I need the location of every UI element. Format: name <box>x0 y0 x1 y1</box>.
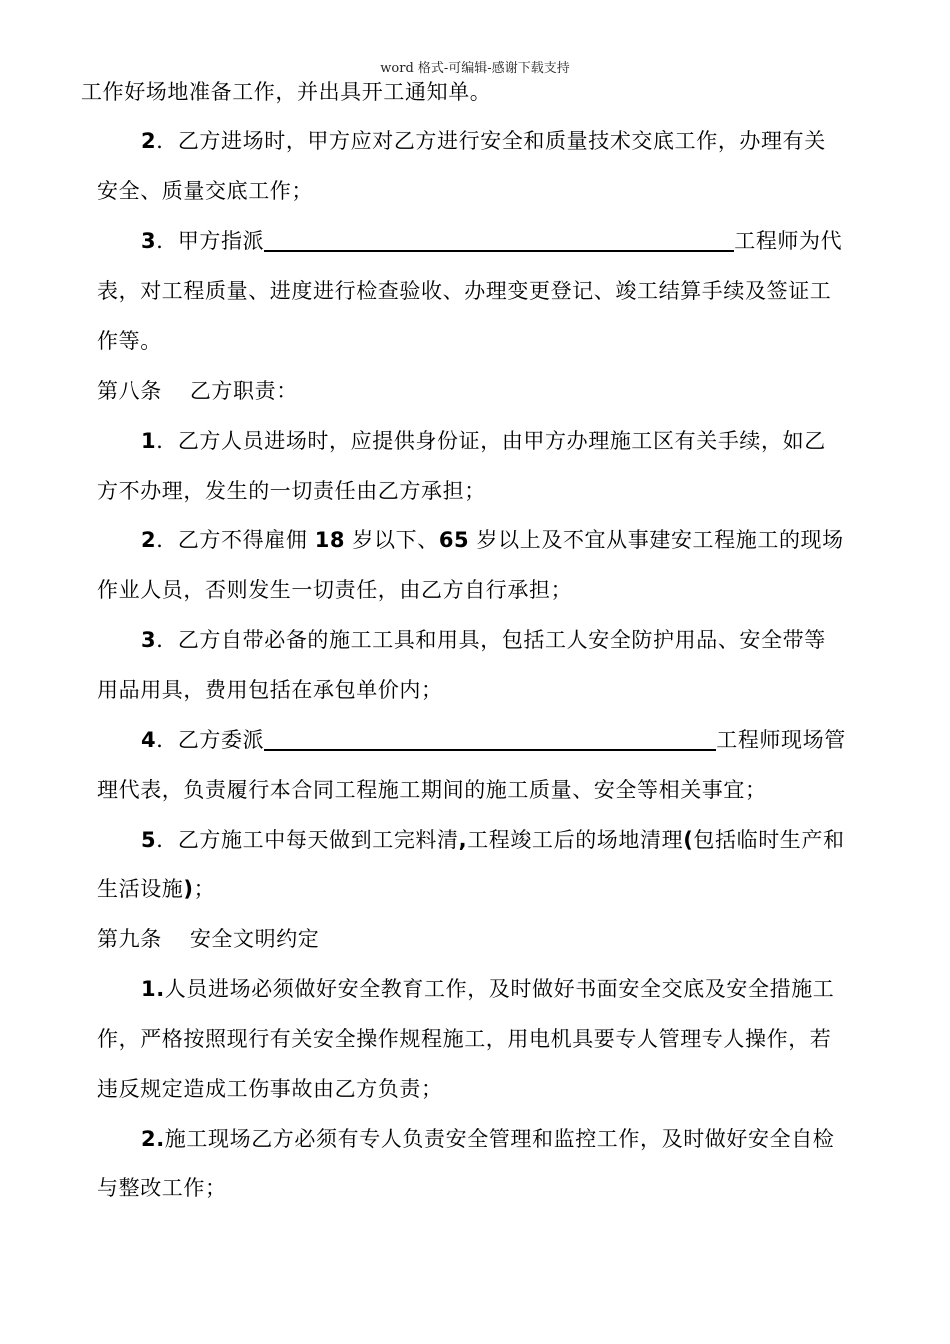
text: ．乙方自带必备的施工工具和用具，包括工人安全防护用品、安全带等 <box>156 628 826 652</box>
paragraph-line <box>97 177 313 205</box>
text: 工作好场地准备工作，并出具开工通知单。 <box>81 80 492 104</box>
text: 岁以下、 <box>352 528 439 552</box>
item-number: 1 <box>141 429 157 453</box>
paragraph-line <box>97 327 162 355</box>
paragraph-line <box>141 626 826 654</box>
punctuation: ) <box>183 877 194 901</box>
text: 人员进场必须做好安全教育工作，及时做好书面安全交底及安全措施工 <box>164 977 835 1001</box>
punctuation: , <box>458 828 468 852</box>
article-title: 安全文明约定 <box>189 927 320 951</box>
article-heading <box>97 925 319 953</box>
paragraph-line <box>97 277 831 305</box>
text: 施工现场乙方必须有专人负责安全管理和监控工作，及时做好安全自检 <box>164 1127 835 1151</box>
text: 作等。 <box>97 329 162 353</box>
text: ．乙方进场时，甲方应对乙方进行安全和质量技术交底工作，办理有关 <box>156 129 826 153</box>
item-number: 5 <box>141 828 157 852</box>
text: 作业人员，否则发生一切责任，由乙方自行承担； <box>97 578 573 602</box>
paragraph-line <box>141 427 826 455</box>
article-number: 第八条 <box>97 379 162 403</box>
text: 作，严格按照现行有关安全操作规程施工，用电机具要专人管理专人操作，若 <box>97 1027 832 1051</box>
paragraph-line <box>141 726 846 754</box>
age-value: 65 <box>438 528 470 552</box>
text: 表，对工程质量、进度进行检查验收、办理变更登记、竣工结算手续及签证工 <box>97 279 832 303</box>
paragraph-line <box>97 1174 227 1202</box>
item-number: 2 <box>141 129 157 153</box>
paragraph-line <box>141 975 834 1003</box>
text: 安全、质量交底工作； <box>97 179 313 203</box>
paragraph-line <box>141 127 826 155</box>
article-number: 第九条 <box>97 927 162 951</box>
page-header: word 格式-可编辑-感谢下载支持 <box>380 61 570 76</box>
item-number: 2. <box>141 1127 165 1151</box>
text: 工程师为代 <box>734 229 843 253</box>
paragraph-line <box>97 477 486 505</box>
text: 违反规定造成工伤事故由乙方负责； <box>97 1077 443 1101</box>
text: ．乙方委派 <box>156 728 265 752</box>
item-number: 1. <box>141 977 165 1001</box>
item-number: 2 <box>141 528 157 552</box>
fill-in-blank[interactable] <box>264 727 716 751</box>
paragraph-line <box>141 526 844 554</box>
paragraph-line <box>97 1075 443 1103</box>
paragraph-line <box>141 1125 834 1153</box>
paragraph-line <box>97 875 215 903</box>
punctuation: ( <box>683 828 694 852</box>
text: 方不办理，发生的一切责任由乙方承担； <box>97 479 486 503</box>
text: ．乙方不得雇佣 <box>156 528 308 552</box>
text: 岁以上及不宜从事建安工程施工的现场 <box>476 528 844 552</box>
article-heading <box>97 377 298 405</box>
text: 工程竣工后的场地清理 <box>467 828 684 852</box>
article-title: 乙方职责： <box>189 379 298 403</box>
text: ．乙方人员进场时，应提供身份证，由甲方办理施工区有关手续，如乙 <box>156 429 826 453</box>
fill-in-blank[interactable] <box>264 228 734 252</box>
item-number: 3 <box>141 229 157 253</box>
paragraph-line <box>97 576 572 604</box>
paragraph-line <box>97 776 767 804</box>
text: ．乙方施工中每天做到工完料清 <box>156 828 459 852</box>
paragraph-line <box>141 227 842 255</box>
age-value: 18 <box>314 528 346 552</box>
text: ．甲方指派 <box>156 229 265 253</box>
text: 工程师现场管 <box>716 728 846 752</box>
item-number: 3 <box>141 628 157 652</box>
paragraph-line <box>141 826 845 854</box>
paragraph-line <box>81 78 491 106</box>
text: 包括临时生产和 <box>693 828 845 852</box>
text: ； <box>193 877 216 901</box>
text: 生活设施 <box>97 877 184 901</box>
text: 用品用具，费用包括在承包单价内； <box>97 678 443 702</box>
text: 与整改工作； <box>97 1176 227 1200</box>
paragraph-line <box>97 676 443 704</box>
paragraph-line <box>97 1025 831 1053</box>
text: 理代表，负责履行本合同工程施工期间的施工质量、安全等相关事宜； <box>97 778 767 802</box>
item-number: 4 <box>141 728 157 752</box>
